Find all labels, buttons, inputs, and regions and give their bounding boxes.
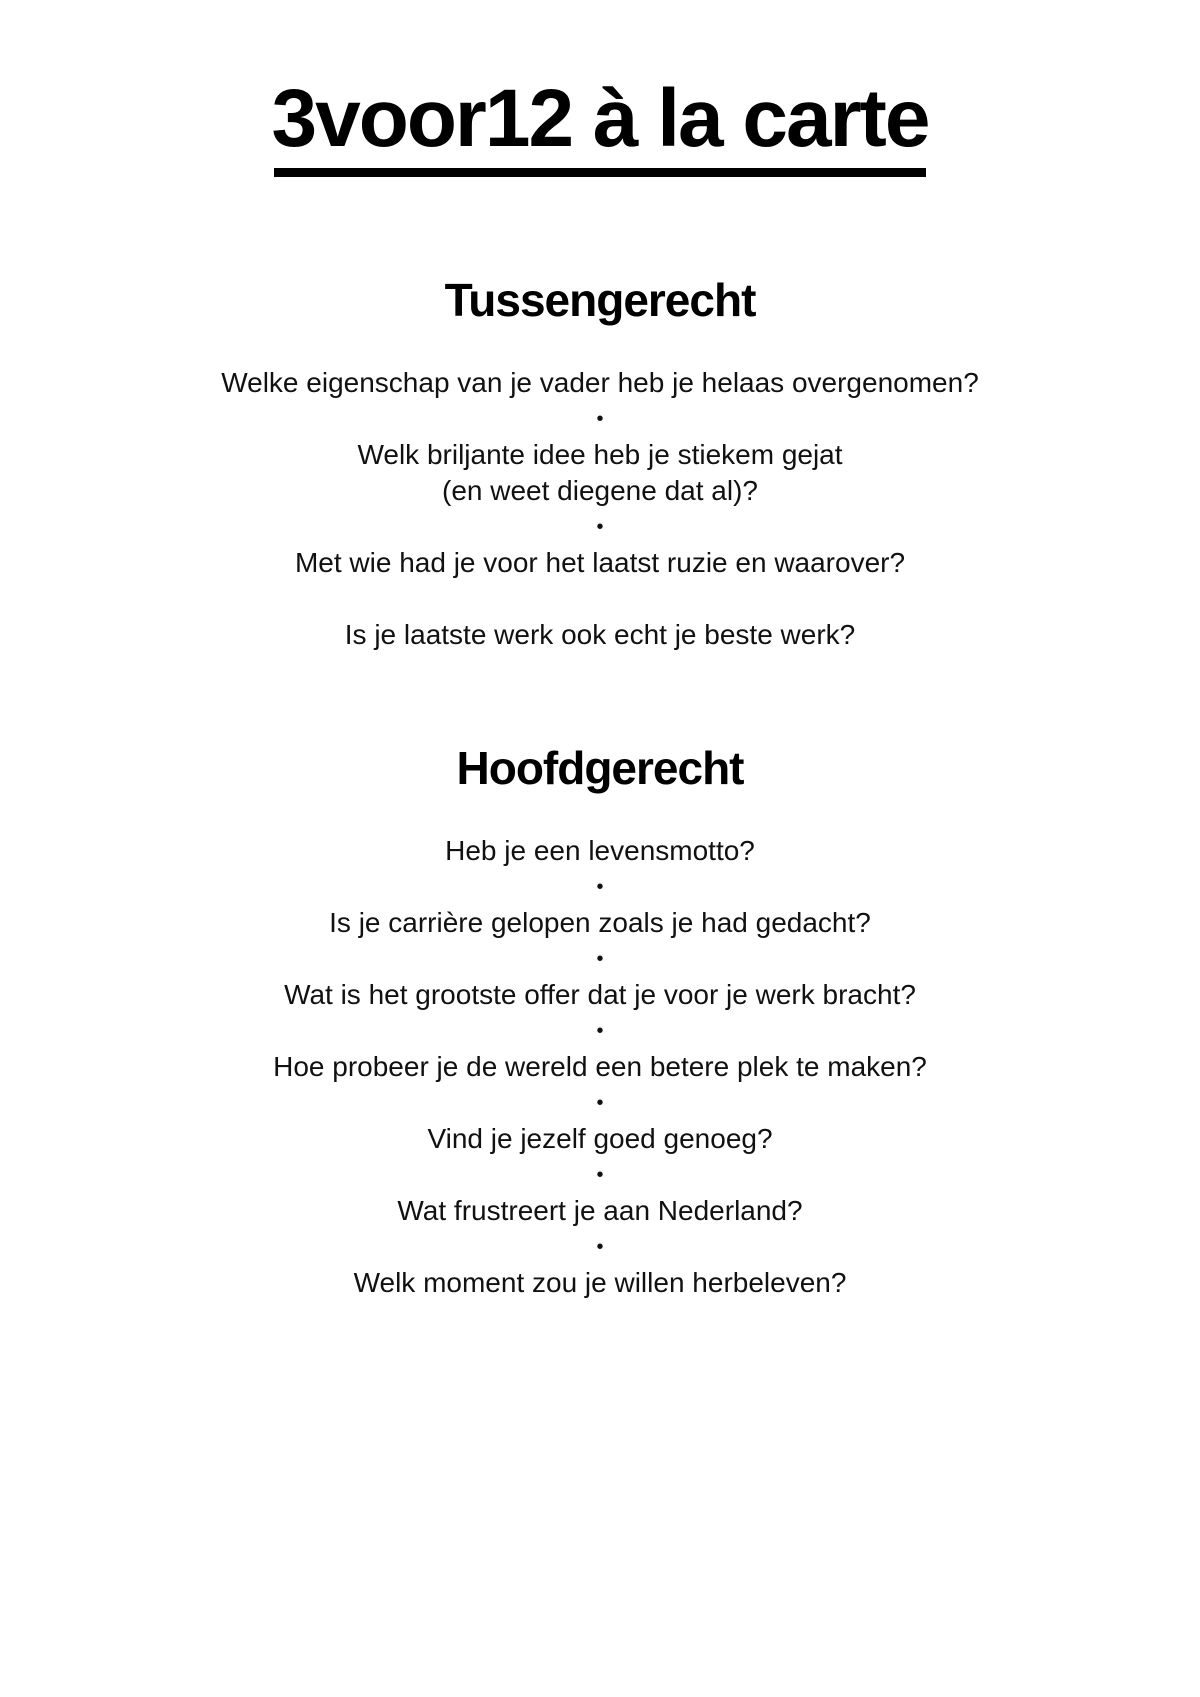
- question: [0, 1265, 1200, 1301]
- dot-separator: •: [596, 516, 604, 538]
- question: [0, 617, 1200, 653]
- question: [0, 1049, 1200, 1085]
- dot-separator: •: [596, 1092, 604, 1114]
- dot-separator: •: [596, 1236, 604, 1258]
- question: [0, 1121, 1200, 1157]
- question-line: Wat frustreert je aan Nederland?: [397, 1195, 803, 1226]
- question-line: (en weet diegene dat al)?: [442, 475, 758, 506]
- question: [0, 833, 1200, 869]
- question-line: Hoe probeer je de wereld een betere plek te maken?: [273, 1051, 927, 1082]
- question-line: Met wie had je voor het laatst ruzie en waarover?: [294, 547, 906, 578]
- dot-separator: •: [596, 1020, 604, 1042]
- dot-separator: •: [596, 1164, 604, 1186]
- page-title: 3voor12 à la carte: [271, 73, 929, 164]
- title-underline: [274, 168, 926, 177]
- question-line: Is je carrière gelopen zoals je had gedacht?: [329, 907, 871, 938]
- question-line: Is je laatste werk ook echt je beste werk?: [344, 619, 856, 650]
- question-line: Heb je een levensmotto?: [445, 835, 755, 866]
- question-line: Wat is het grootste offer dat je voor je werk bracht?: [284, 979, 916, 1010]
- section-tussengerecht: [0, 273, 1200, 653]
- question: [0, 545, 1200, 581]
- question-line: Welk briljante idee heb je stiekem gejat: [357, 439, 843, 470]
- question: [0, 905, 1200, 941]
- question-line: Welk moment zou je willen herbeleven?: [353, 1267, 847, 1298]
- section-hoofdgerecht: [0, 741, 1200, 1301]
- dot-separator: •: [596, 948, 604, 970]
- question: [0, 977, 1200, 1013]
- question-line: Vind je jezelf goed genoeg?: [427, 1123, 773, 1154]
- dot-separator: •: [596, 876, 604, 898]
- dot-separator: •: [596, 408, 604, 430]
- question-line: Welke eigenschap van je vader heb je helaas overgenomen?: [221, 367, 979, 398]
- section-heading-tussengerecht: Tussengerecht: [444, 274, 756, 326]
- question: [0, 1193, 1200, 1229]
- blank-separator: [0, 581, 1200, 617]
- question: [0, 437, 1200, 509]
- question: [0, 365, 1200, 401]
- section-heading-hoofdgerecht: Hoofdgerecht: [456, 742, 744, 794]
